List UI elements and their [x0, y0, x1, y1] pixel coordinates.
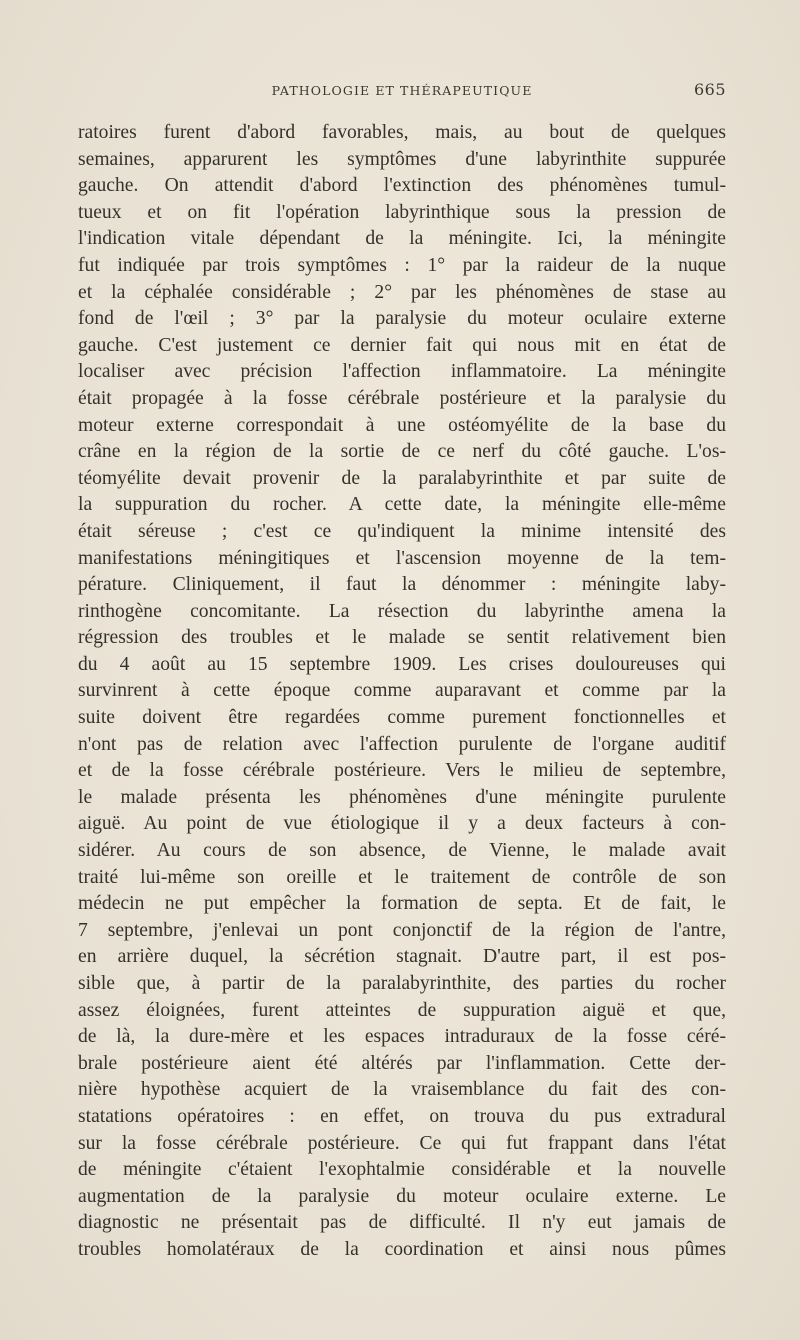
text-line: nière hypothèse acquiert de la vraisemblance du fait des con-: [78, 1079, 726, 1101]
text-line: et de la fosse cérébrale postérieure. Vers le milieu de septembre,: [78, 760, 726, 782]
running-title: PATHOLOGIE ET THÉRAPEUTIQUE: [271, 83, 533, 98]
text-line: de méningite c'étaient l'exophtalmie considérable et la nouvelle: [78, 1159, 726, 1181]
text-line: diagnostic ne présentait pas de difficulté. Il n'y eut jamais de: [78, 1212, 726, 1234]
text-line: rinthogène concomitante. La résection du labyrinthe amena la: [78, 600, 726, 622]
text-line: de là, la dure-mère et les espaces intraduraux de la fosse céré-: [78, 1026, 726, 1048]
text-line: localiser avec précision l'affection inflammatoire. La méningite: [78, 361, 726, 383]
text-line: 7 septembre, j'enlevai un pont conjonctif de la région de l'antre,: [78, 919, 726, 941]
page-number: 665: [693, 80, 726, 99]
body-text: [78, 120, 726, 1264]
text-line: fond de l'œil ; 3° par la paralysie du moteur oculaire externe: [78, 308, 726, 330]
text-line: statations opératoires : en effet, on trouva du pus extradural: [78, 1105, 726, 1127]
text-line: semaines, apparurent les symptômes d'une labyrinthite suppurée: [78, 148, 726, 170]
text-line: le malade présenta les phénomènes d'une méningite purulente: [78, 786, 726, 808]
text-line: du 4 août au 15 septembre 1909. Les crises douloureuses qui: [78, 653, 726, 675]
text-line: ratoires furent d'abord favorables, mais, au bout de quelques: [78, 122, 726, 143]
text-line: assez éloignées, furent atteintes de suppuration aiguë et que,: [78, 999, 726, 1021]
text-line: moteur externe correspondait à une ostéomyélite de la base du: [78, 414, 726, 436]
text-line: brale postérieure aient été altérés par l'inflammation. Cette der-: [78, 1052, 726, 1074]
text-line: fut indiquée par trois symptômes : 1° par la raideur de la nuque: [78, 254, 726, 276]
text-line: en arrière duquel, la sécrétion stagnait. D'autre part, il est pos-: [78, 946, 726, 968]
text-line: était propagée à la fosse cérébrale postérieure et la paralysie du: [78, 387, 726, 409]
text-line: et la céphalée considérable ; 2° par les phénomènes de stase au: [78, 281, 726, 303]
text-line: aiguë. Au point de vue étiologique il y a deux facteurs à con-: [78, 813, 726, 835]
text-line: augmentation de la paralysie du moteur oculaire externe. Le: [78, 1185, 726, 1207]
running-head: [78, 80, 726, 102]
text-line: téomyélite devait provenir de la paralabyrinthite et par suite de: [78, 467, 726, 489]
text-line: crâne en la région de la sortie de ce nerf du côté gauche. L'os-: [78, 441, 726, 463]
text-line: n'ont pas de relation avec l'affection purulente de l'organe auditif: [78, 733, 726, 755]
text-line: sur la fosse cérébrale postérieure. Ce qui fut frappant dans l'état: [78, 1132, 726, 1154]
text-line: gauche. C'est justement ce dernier fait qui nous mit en état de: [78, 334, 726, 356]
text-line: sidérer. Au cours de son absence, de Vienne, le malade avait: [78, 840, 726, 862]
text-line: pérature. Cliniquement, il faut la dénommer : méningite laby-: [78, 574, 726, 596]
text-line: médecin ne put empêcher la formation de septa. Et de fait, le: [78, 893, 726, 915]
text-line: sible que, à partir de la paralabyrinthite, des parties du rocher: [78, 973, 726, 994]
text-line: régression des troubles et le malade se sentit relativement bien: [78, 627, 726, 649]
text-line: troubles homolatéraux de la coordination et ainsi nous pûmes: [78, 1238, 726, 1260]
text-line: traité lui-même son oreille et le traitement de contrôle de son: [78, 866, 726, 888]
text-line: suite doivent être regardées comme purement fonctionnelles et: [78, 707, 726, 729]
text-line: l'indication vitale dépendant de la méningite. Ici, la méningite: [78, 228, 726, 250]
text-line: manifestations méningitiques et l'ascension moyenne de la tem-: [78, 547, 726, 569]
text-line: la suppuration du rocher. A cette date, la méningite elle-même: [78, 494, 726, 516]
text-line: était séreuse ; c'est ce qu'indiquent la minime intensité des: [78, 520, 726, 542]
text-line: gauche. On attendit d'abord l'extinction des phénomènes tumul-: [78, 175, 726, 197]
text-line: survinrent à cette époque comme auparavant et comme par la: [78, 680, 726, 702]
text-line: tueux et on fit l'opération labyrinthique sous la pression de: [78, 201, 726, 223]
